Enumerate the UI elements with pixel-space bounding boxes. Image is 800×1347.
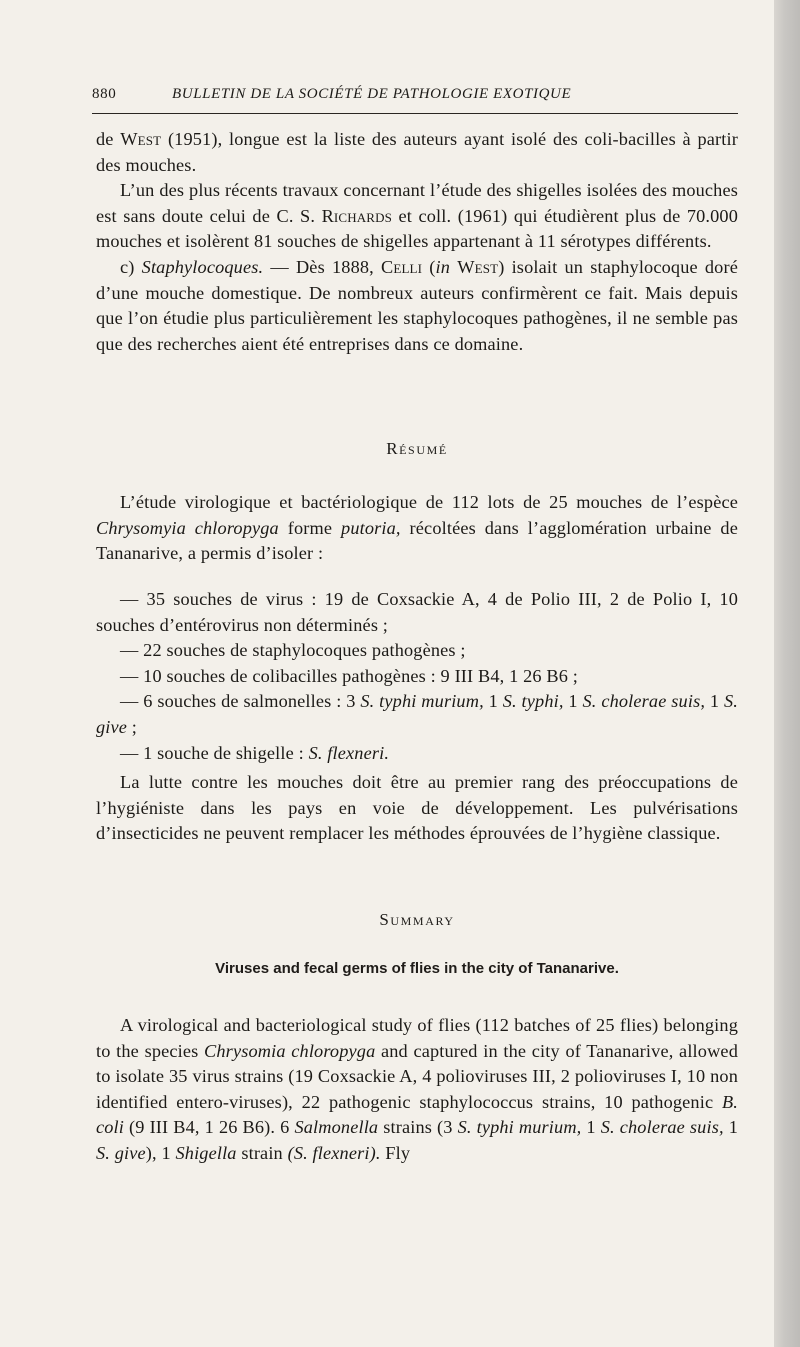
paragraph-staphylococci bbox=[96, 255, 738, 357]
text-run: c) bbox=[120, 256, 142, 277]
summary-body bbox=[96, 1013, 738, 1167]
list-item bbox=[96, 689, 738, 740]
resume-list bbox=[96, 587, 738, 766]
text-run: (9 III B4, 1 26 B6). 6 bbox=[124, 1117, 295, 1138]
list-item bbox=[96, 741, 738, 767]
page-number: 880 bbox=[92, 86, 117, 102]
species-name: S. typhi murium, bbox=[360, 691, 484, 712]
text-run: strain bbox=[236, 1142, 288, 1163]
author-name: West bbox=[120, 129, 162, 149]
species-name: Chrysomia chloropyga bbox=[204, 1040, 376, 1061]
text-run: (1951), longue est la liste des auteurs ayant isolé des coli-bacilles à partir des mouches. bbox=[96, 129, 738, 175]
paragraph-shigella bbox=[96, 178, 738, 255]
species-name: S. flexneri. bbox=[308, 742, 390, 763]
text-run: — 6 souches de salmonelles : 3 bbox=[120, 691, 361, 712]
body-text-continued bbox=[96, 127, 738, 357]
text-run: 1 bbox=[723, 1117, 738, 1138]
text-run: de bbox=[96, 129, 121, 149]
summary-subtitle: Viruses and fecal germs of flies in the city of Tananarive. bbox=[215, 960, 619, 977]
text-run: A virological and bacteriological study of flies (112 batches of 25 flies) belonging to the species bbox=[96, 1015, 738, 1061]
text-run: L’un des plus récents travaux concernant l’étude des shigelles isolées des mouches est sans doute celui de C. S. bbox=[96, 180, 738, 226]
species-name: S. typhi, bbox=[502, 691, 564, 712]
author-name: Celli bbox=[381, 256, 423, 277]
book-spine-shadow bbox=[774, 0, 800, 1347]
summary-heading: Summary bbox=[379, 910, 455, 929]
text-run: Fly bbox=[380, 1142, 411, 1163]
text-run: — Dès 1888, bbox=[263, 256, 382, 277]
running-title: BULLETIN DE LA SOCIÉTÉ DE PATHOLOGIE EXOTIQUE bbox=[172, 86, 572, 102]
resume-heading: Résumé bbox=[386, 439, 448, 458]
species-name: Shigella bbox=[175, 1142, 237, 1163]
text-run: ; bbox=[127, 716, 138, 737]
list-item: — 22 souches de staphylocoques pathogènes ; bbox=[120, 640, 466, 661]
species-name: S. cholerae suis, bbox=[600, 1117, 724, 1138]
text-run: récoltées dans l’agglomération urbaine de Tananarive, a permis d’isoler : bbox=[96, 517, 738, 564]
list-item: — 10 souches de colibacilles pathogènes : 9 III B4, 1 26 B6 ; bbox=[120, 665, 578, 686]
resume-intro bbox=[96, 490, 738, 567]
text-run: L’étude virologique et bactériologique de 112 lots de 25 mouches de l’espèce bbox=[120, 492, 738, 512]
text-run: 1 bbox=[581, 1117, 601, 1138]
text-run: and captured in the city of Tananarive, allowed to isolate 35 virus strains (19 Coxsackie A, 4 polioviruses III, 2 polioviruses I, 10 non identified entero-viruses), 22 pathogenic staphylococcus strains, 10 pathogenic bbox=[96, 1040, 738, 1112]
text-run: et coll. (1961) qui étudièrent plus de 70.000 mouches et isolèrent 81 souches de shigelles appartenant à 11 sérotypes différents. bbox=[96, 205, 738, 252]
running-header bbox=[92, 81, 738, 109]
text-run: 1 bbox=[483, 691, 503, 712]
text-run: — 1 souche de shigelle : bbox=[120, 742, 309, 763]
section-term: Staphylocoques. bbox=[141, 256, 264, 277]
species-name: S. typhi murium, bbox=[457, 1117, 582, 1138]
text-run: forme bbox=[278, 517, 342, 538]
species-name: S. give bbox=[96, 691, 738, 737]
resume-conclusion bbox=[96, 770, 738, 847]
text-run: 1 bbox=[563, 691, 583, 712]
header-rule bbox=[92, 113, 738, 114]
paragraph-coli-authors bbox=[96, 127, 738, 178]
paragraph-resume-intro bbox=[96, 490, 738, 567]
species-name: B. coli bbox=[96, 1091, 738, 1138]
text-run: strains (3 bbox=[378, 1117, 458, 1138]
species-form: putoria, bbox=[341, 517, 401, 538]
list-item: — 35 souches de virus : 19 de Coxsackie A, 4 de Polio III, 2 de Polio I, 10 souches d’entérovirus non déterminés ; bbox=[96, 589, 738, 635]
text-run: ), 1 bbox=[145, 1142, 176, 1163]
species-name: Salmonella bbox=[294, 1117, 379, 1138]
text-run: 1 bbox=[705, 691, 724, 712]
species-name: S. cholerae suis, bbox=[582, 691, 706, 712]
text-run: in bbox=[435, 256, 451, 277]
author-name: West bbox=[457, 256, 499, 277]
species-name: (S. flexneri). bbox=[287, 1142, 381, 1163]
author-name: Richards bbox=[321, 205, 393, 226]
species-name: S. give bbox=[96, 1142, 146, 1163]
paragraph-conclusion: La lutte contre les mouches doit être au premier rang des préoccupations de l’hygiéniste dans les pays en voie de développement. Les pulvérisations d’insecticides ne peuvent remplacer les méthodes éprouvées de l’hygiène classique. bbox=[96, 772, 738, 844]
species-name: Chrysomyia chloropyga bbox=[96, 517, 279, 538]
text-run: ( bbox=[422, 256, 436, 277]
paragraph-summary bbox=[96, 1013, 738, 1167]
text-run: ) isolait un staphylocoque doré d’une mouche domestique. De nombreux auteurs confirmèrent ce fait. Mais depuis que l’on étudie plus particulièrement les staphylocoques pathogènes, il ne semble pas que des recherches aient été entreprises dans ce domaine. bbox=[96, 256, 738, 354]
